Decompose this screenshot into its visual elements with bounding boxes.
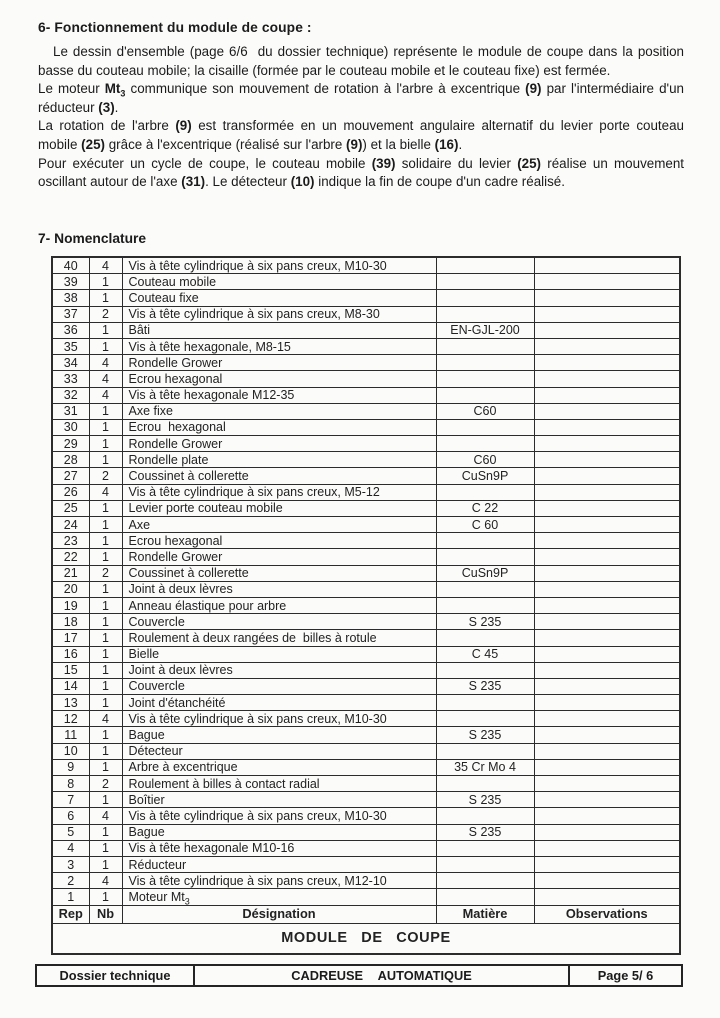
cell-obs xyxy=(534,257,680,274)
cell-obs xyxy=(534,889,680,905)
header-nb: Nb xyxy=(89,905,122,923)
cell-rep: 24 xyxy=(52,517,89,533)
cell-obs xyxy=(534,306,680,322)
cell-nb: 1 xyxy=(89,597,122,613)
cell-mat xyxy=(436,306,534,322)
cell-nb: 4 xyxy=(89,808,122,824)
cell-nb: 1 xyxy=(89,840,122,856)
cell-mat xyxy=(436,257,534,274)
cell-rep: 15 xyxy=(52,662,89,678)
cell-rep: 25 xyxy=(52,500,89,516)
table-row xyxy=(52,856,680,872)
cell-nb: 2 xyxy=(89,306,122,322)
cell-obs xyxy=(534,549,680,565)
table-row xyxy=(52,306,680,322)
cell-obs xyxy=(534,727,680,743)
cell-des: Coussinet à collerette xyxy=(122,565,436,581)
table-row xyxy=(52,371,680,387)
cell-rep: 14 xyxy=(52,678,89,694)
cell-des: Vis à tête cylindrique à six pans creux, M8-30 xyxy=(122,306,436,322)
cell-mat xyxy=(436,371,534,387)
cell-des: Couteau mobile xyxy=(122,274,436,290)
cell-des: Levier porte couteau mobile xyxy=(122,500,436,516)
cell-des: Bâti xyxy=(122,322,436,338)
cell-nb: 2 xyxy=(89,565,122,581)
cell-obs xyxy=(534,419,680,435)
cell-mat xyxy=(436,743,534,759)
cell-mat xyxy=(436,808,534,824)
cell-mat xyxy=(436,355,534,371)
cell-nb: 1 xyxy=(89,581,122,597)
table-title-row xyxy=(52,923,680,954)
table-row xyxy=(52,581,680,597)
table-row xyxy=(52,517,680,533)
table-row xyxy=(52,808,680,824)
cell-rep: 7 xyxy=(52,792,89,808)
cell-mat: EN-GJL-200 xyxy=(436,322,534,338)
table-row xyxy=(52,889,680,905)
cell-des: Ecrou hexagonal xyxy=(122,419,436,435)
footer-page-number: Page 5/ 6 xyxy=(597,968,654,983)
cell-nb: 1 xyxy=(89,452,122,468)
cell-rep: 27 xyxy=(52,468,89,484)
cell-mat xyxy=(436,274,534,290)
cell-rep: 9 xyxy=(52,759,89,775)
cell-nb: 1 xyxy=(89,759,122,775)
footer-bar xyxy=(35,964,683,987)
table-row xyxy=(52,274,680,290)
header-observations: Observations xyxy=(534,905,680,923)
cell-des: Vis à tête cylindrique à six pans creux, M10-30 xyxy=(122,711,436,727)
cell-obs xyxy=(534,290,680,306)
cell-obs xyxy=(534,776,680,792)
cell-mat xyxy=(436,549,534,565)
cell-nb: 1 xyxy=(89,517,122,533)
cell-obs xyxy=(534,371,680,387)
cell-rep: 20 xyxy=(52,581,89,597)
cell-nb: 4 xyxy=(89,387,122,403)
table-row xyxy=(52,630,680,646)
cell-nb: 4 xyxy=(89,355,122,371)
cell-obs xyxy=(534,274,680,290)
cell-obs xyxy=(534,873,680,889)
cell-rep: 34 xyxy=(52,355,89,371)
table-row xyxy=(52,322,680,338)
cell-des: Vis à tête cylindrique à six pans creux, M5-12 xyxy=(122,484,436,500)
cell-rep: 23 xyxy=(52,533,89,549)
cell-nb: 1 xyxy=(89,727,122,743)
table-row xyxy=(52,776,680,792)
cell-des: Ecrou hexagonal xyxy=(122,371,436,387)
cell-mat: C60 xyxy=(436,403,534,419)
cell-nb: 1 xyxy=(89,678,122,694)
cell-des: Roulement à billes à contact radial xyxy=(122,776,436,792)
cell-rep: 22 xyxy=(52,549,89,565)
table-row xyxy=(52,549,680,565)
cell-nb: 1 xyxy=(89,436,122,452)
table-row xyxy=(52,403,680,419)
cell-obs xyxy=(534,662,680,678)
cell-nb: 1 xyxy=(89,743,122,759)
cell-des: Réducteur xyxy=(122,856,436,872)
cell-rep: 31 xyxy=(52,403,89,419)
table-row xyxy=(52,257,680,274)
table-row xyxy=(52,743,680,759)
cell-nb: 1 xyxy=(89,274,122,290)
cell-nb: 1 xyxy=(89,792,122,808)
nomenclature-table xyxy=(51,256,681,955)
cell-mat xyxy=(436,533,534,549)
cell-nb: 4 xyxy=(89,484,122,500)
table-row xyxy=(52,824,680,840)
table-row xyxy=(52,597,680,613)
cell-obs xyxy=(534,597,680,613)
cell-mat: S 235 xyxy=(436,614,534,630)
cell-mat xyxy=(436,711,534,727)
cell-nb: 4 xyxy=(89,711,122,727)
cell-obs xyxy=(534,711,680,727)
cell-nb: 1 xyxy=(89,419,122,435)
cell-rep: 2 xyxy=(52,873,89,889)
cell-mat: C 45 xyxy=(436,646,534,662)
cell-des: Rondelle Grower xyxy=(122,436,436,452)
cell-des: Moteur $Mt_3$ xyxy=(122,889,436,905)
cell-rep: 26 xyxy=(52,484,89,500)
cell-mat xyxy=(436,597,534,613)
cell-des: Vis à tête hexagonale M12-35 xyxy=(122,387,436,403)
table-row xyxy=(52,873,680,889)
cell-mat: C 60 xyxy=(436,517,534,533)
section-6-title: 6- Fonctionnement du module de coupe : xyxy=(38,20,312,35)
cell-rep: 38 xyxy=(52,290,89,306)
cell-obs xyxy=(534,695,680,711)
cell-mat xyxy=(436,338,534,354)
table-row xyxy=(52,695,680,711)
cell-obs xyxy=(534,646,680,662)
table-row xyxy=(52,711,680,727)
cell-des: Joint d'étanchéité xyxy=(122,695,436,711)
cell-nb: 1 xyxy=(89,533,122,549)
table-row xyxy=(52,792,680,808)
cell-mat: CuSn9P xyxy=(436,565,534,581)
table-title: MODULE DE COUPE xyxy=(52,923,680,954)
table-row xyxy=(52,678,680,694)
cell-rep: 18 xyxy=(52,614,89,630)
cell-nb: 1 xyxy=(89,338,122,354)
table-row xyxy=(52,436,680,452)
table-row xyxy=(52,662,680,678)
table-row xyxy=(52,452,680,468)
cell-des: Bague xyxy=(122,824,436,840)
cell-mat xyxy=(436,290,534,306)
cell-rep: 39 xyxy=(52,274,89,290)
cell-rep: 21 xyxy=(52,565,89,581)
cell-nb: 1 xyxy=(89,322,122,338)
cell-des: Vis à tête cylindrique à six pans creux, M10-30 xyxy=(122,808,436,824)
cell-mat xyxy=(436,873,534,889)
paragraph: Pour exécuter un cycle de coupe, le couteau mobile (39) solidaire du levier (25) réalise un mouvement oscillant autour de l'axe (31). Le détecteur (10) indique la fin de coupe d'un cadre réalisé. xyxy=(38,155,688,190)
cell-rep: 35 xyxy=(52,338,89,354)
cell-des: Couvercle xyxy=(122,678,436,694)
table-row xyxy=(52,355,680,371)
header-designation: Désignation xyxy=(122,905,436,923)
cell-mat: 35 Cr Mo 4 xyxy=(436,759,534,775)
paragraph: La rotation de l'arbre (9) est transformée en un mouvement angulaire alternatif du levier porte couteau mobile (25) grâce à l'excentrique (réalisé sur l'arbre (9)) et la bielle (16). xyxy=(38,118,688,152)
cell-obs xyxy=(534,355,680,371)
cell-rep: 36 xyxy=(52,322,89,338)
cell-nb: 1 xyxy=(89,500,122,516)
cell-mat xyxy=(436,581,534,597)
cell-rep: 6 xyxy=(52,808,89,824)
cell-obs xyxy=(534,533,680,549)
cell-des: Roulement à deux rangées de billes à rotule xyxy=(122,630,436,646)
cell-des: Vis à tête hexagonale M10-16 xyxy=(122,840,436,856)
cell-rep: 1 xyxy=(52,889,89,905)
cell-des: Vis à tête cylindrique à six pans creux, M12-10 xyxy=(122,873,436,889)
table-row xyxy=(52,468,680,484)
table-row xyxy=(52,840,680,856)
cell-rep: 4 xyxy=(52,840,89,856)
cell-obs xyxy=(534,743,680,759)
cell-mat xyxy=(436,484,534,500)
cell-obs xyxy=(534,824,680,840)
cell-obs xyxy=(534,678,680,694)
header-matiere: Matière xyxy=(436,905,534,923)
cell-mat xyxy=(436,419,534,435)
table-row xyxy=(52,759,680,775)
cell-rep: 19 xyxy=(52,597,89,613)
table-row xyxy=(52,646,680,662)
cell-mat: S 235 xyxy=(436,727,534,743)
cell-obs xyxy=(534,338,680,354)
footer-doc-title: CADREUSE AUTOMATIQUE xyxy=(195,966,570,985)
cell-nb: 1 xyxy=(89,403,122,419)
table-header-row xyxy=(52,905,680,923)
cell-obs xyxy=(534,565,680,581)
cell-nb: 1 xyxy=(89,889,122,905)
table-row xyxy=(52,565,680,581)
cell-mat: S 235 xyxy=(436,678,534,694)
cell-des: Ecrou hexagonal xyxy=(122,533,436,549)
cell-obs xyxy=(534,387,680,403)
cell-rep: 8 xyxy=(52,776,89,792)
cell-nb: 1 xyxy=(89,549,122,565)
cell-nb: 2 xyxy=(89,776,122,792)
cell-des: Bielle xyxy=(122,646,436,662)
cell-mat xyxy=(436,889,534,905)
cell-nb: 4 xyxy=(89,371,122,387)
cell-nb: 1 xyxy=(89,824,122,840)
table-row xyxy=(52,533,680,549)
cell-des: Anneau élastique pour arbre xyxy=(122,597,436,613)
cell-obs xyxy=(534,468,680,484)
cell-mat xyxy=(436,856,534,872)
cell-rep: 40 xyxy=(52,257,89,274)
cell-nb: 1 xyxy=(89,695,122,711)
cell-rep: 11 xyxy=(52,727,89,743)
cell-obs xyxy=(534,630,680,646)
cell-des: Coussinet à collerette xyxy=(122,468,436,484)
cell-obs xyxy=(534,581,680,597)
cell-des: Vis à tête hexagonale, M8-15 xyxy=(122,338,436,354)
cell-des: Vis à tête cylindrique à six pans creux, M10-30 xyxy=(122,257,436,274)
cell-obs xyxy=(534,436,680,452)
section-6-body xyxy=(38,43,688,192)
cell-obs xyxy=(534,500,680,516)
cell-rep: 37 xyxy=(52,306,89,322)
cell-obs xyxy=(534,484,680,500)
cell-rep: 12 xyxy=(52,711,89,727)
cell-rep: 10 xyxy=(52,743,89,759)
cell-nb: 1 xyxy=(89,662,122,678)
cell-rep: 30 xyxy=(52,419,89,435)
cell-obs xyxy=(534,808,680,824)
nomenclature-rows xyxy=(52,257,680,905)
cell-rep: 5 xyxy=(52,824,89,840)
paragraph: Le moteur $Mt_3$ communique son mouvement de rotation à l'arbre à excentrique (9) par l'intermédiaire d'un réducteur (3). xyxy=(38,81,688,115)
cell-des: Boîtier xyxy=(122,792,436,808)
table-row xyxy=(52,419,680,435)
cell-des: Arbre à excentrique xyxy=(122,759,436,775)
cell-mat xyxy=(436,387,534,403)
cell-nb: 1 xyxy=(89,290,122,306)
cell-des: Axe xyxy=(122,517,436,533)
cell-rep: 33 xyxy=(52,371,89,387)
section-7-title: 7- Nomenclature xyxy=(38,231,147,246)
footer-doc-type: Dossier technique xyxy=(37,966,195,985)
table-row xyxy=(52,500,680,516)
cell-des: Bague xyxy=(122,727,436,743)
table-row xyxy=(52,614,680,630)
cell-mat: S 235 xyxy=(436,792,534,808)
cell-obs xyxy=(534,840,680,856)
cell-mat xyxy=(436,630,534,646)
cell-rep: 3 xyxy=(52,856,89,872)
cell-nb: 4 xyxy=(89,873,122,889)
cell-obs xyxy=(534,452,680,468)
cell-nb: 1 xyxy=(89,646,122,662)
cell-nb: 1 xyxy=(89,856,122,872)
cell-obs xyxy=(534,856,680,872)
cell-mat xyxy=(436,776,534,792)
cell-nb: 1 xyxy=(89,614,122,630)
cell-nb: 1 xyxy=(89,630,122,646)
cell-des: Joint à deux lèvres xyxy=(122,662,436,678)
paragraph: Le dessin d'ensemble (page 6/6 du dossier technique) représente le module de coupe dans la position basse du couteau mobile; la cisaille (formée par le couteau mobile et le couteau fixe) est fermée. xyxy=(38,44,688,78)
cell-des: Rondelle Grower xyxy=(122,355,436,371)
cell-mat: C60 xyxy=(436,452,534,468)
table-row xyxy=(52,484,680,500)
table-row xyxy=(52,290,680,306)
table-row xyxy=(52,338,680,354)
cell-des: Couvercle xyxy=(122,614,436,630)
cell-mat: C 22 xyxy=(436,500,534,516)
cell-des: Détecteur xyxy=(122,743,436,759)
cell-obs xyxy=(534,792,680,808)
cell-mat xyxy=(436,695,534,711)
cell-mat: S 235 xyxy=(436,824,534,840)
cell-rep: 13 xyxy=(52,695,89,711)
cell-des: Joint à deux lèvres xyxy=(122,581,436,597)
cell-des: Axe fixe xyxy=(122,403,436,419)
cell-obs xyxy=(534,759,680,775)
cell-rep: 17 xyxy=(52,630,89,646)
cell-mat xyxy=(436,436,534,452)
cell-mat: CuSn9P xyxy=(436,468,534,484)
cell-des: Rondelle Grower xyxy=(122,549,436,565)
cell-rep: 32 xyxy=(52,387,89,403)
cell-des: Couteau fixe xyxy=(122,290,436,306)
cell-obs xyxy=(534,322,680,338)
header-rep: Rep xyxy=(52,905,89,923)
cell-nb: 4 xyxy=(89,257,122,274)
cell-rep: 29 xyxy=(52,436,89,452)
cell-obs xyxy=(534,403,680,419)
cell-rep: 28 xyxy=(52,452,89,468)
table-row xyxy=(52,387,680,403)
cell-nb: 2 xyxy=(89,468,122,484)
cell-obs xyxy=(534,614,680,630)
cell-rep: 16 xyxy=(52,646,89,662)
table-row xyxy=(52,727,680,743)
cell-obs xyxy=(534,517,680,533)
cell-mat xyxy=(436,840,534,856)
cell-des: Rondelle plate xyxy=(122,452,436,468)
cell-mat xyxy=(436,662,534,678)
